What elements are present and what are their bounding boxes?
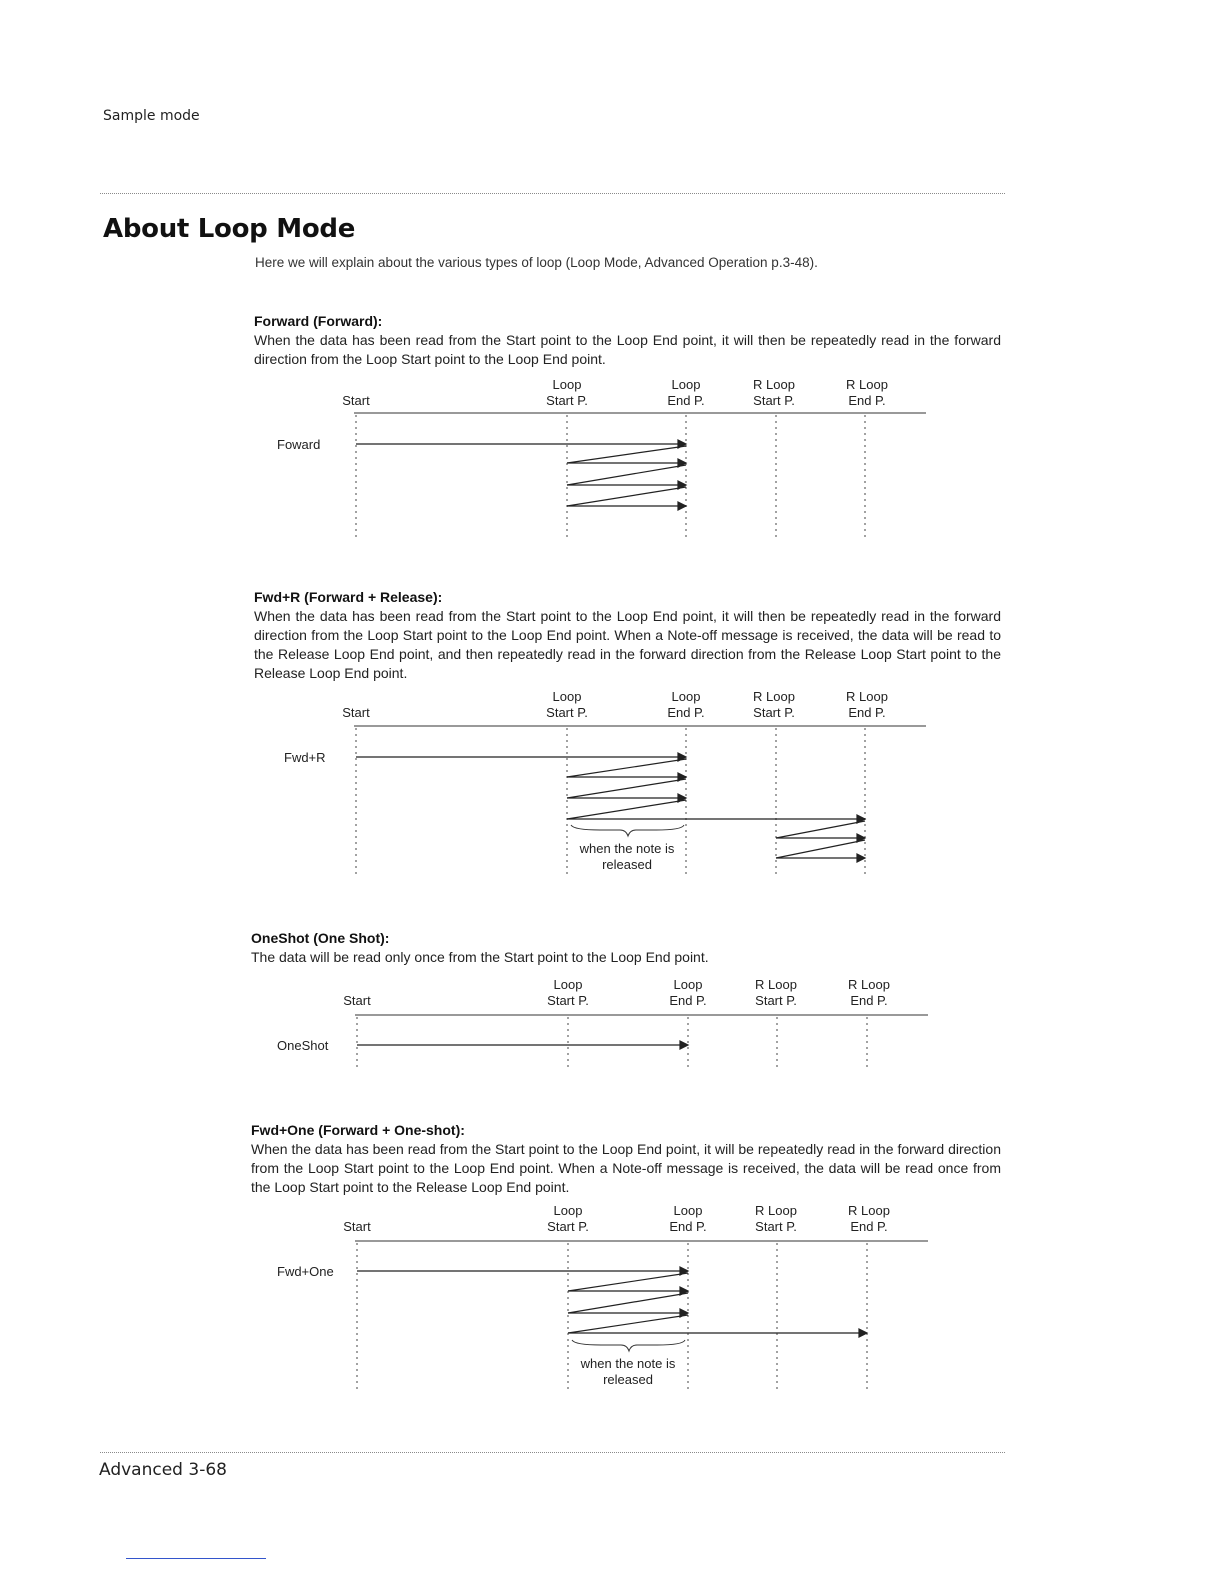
fwdone-note-1: when the note is	[580, 1356, 676, 1371]
r-loop-start-label-1: R Loop	[753, 377, 795, 392]
svg-text:Start P.: Start P.	[546, 705, 588, 720]
fwdone-note-2: released	[603, 1372, 653, 1387]
r-loop-end-label-2: End P.	[848, 393, 886, 408]
svg-text:R Loop: R Loop	[755, 977, 797, 992]
svg-text:R Loop: R Loop	[755, 1203, 797, 1218]
svg-text:Start P.: Start P.	[755, 1219, 797, 1234]
running-header: Sample mode	[103, 108, 200, 124]
svg-text:End P.: End P.	[669, 1219, 707, 1234]
svg-text:End P.: End P.	[850, 1219, 888, 1234]
fwdr-note-1: when the note is	[579, 841, 675, 856]
svg-text:Start P.: Start P.	[755, 993, 797, 1008]
svg-text:End P.: End P.	[850, 993, 888, 1008]
svg-text:Loop: Loop	[673, 977, 703, 992]
svg-text:R Loop: R Loop	[753, 689, 795, 704]
oneshot-row-label: OneShot	[277, 1038, 329, 1053]
fwdr-note-2: released	[602, 857, 652, 872]
loop-end-label-1: Loop	[671, 377, 701, 392]
svg-text:Start: Start	[343, 1219, 371, 1234]
fwdone-heading: Fwd+One (Forward + One-shot):	[251, 1122, 465, 1138]
bottom-mark	[126, 1558, 266, 1559]
forward-heading: Forward (Forward):	[254, 313, 383, 329]
svg-text:R Loop: R Loop	[848, 1203, 890, 1218]
svg-text:Start P.: Start P.	[547, 993, 589, 1008]
loop-start-label-1: Loop	[552, 377, 582, 392]
fwdr-heading: Fwd+R (Forward + Release):	[254, 589, 443, 605]
loop-end-label-2: End P.	[667, 393, 705, 408]
svg-text:Loop: Loop	[553, 1203, 583, 1218]
svg-text:Loop: Loop	[673, 1203, 703, 1218]
forward-body: When the data has been read from the Start point to the Loop End point, it will then be repeatedly read in the forward direction from the Loop Start point to the Loop End point.	[254, 332, 1001, 367]
svg-text:Start: Start	[342, 705, 370, 720]
svg-text:Start P.: Start P.	[753, 705, 795, 720]
page-title: About Loop Mode	[103, 214, 356, 244]
svg-text:R Loop: R Loop	[846, 689, 888, 704]
svg-text:Start: Start	[343, 993, 371, 1008]
bottom-rule	[100, 1452, 1005, 1453]
svg-text:Start P.: Start P.	[547, 1219, 589, 1234]
svg-text:End P.: End P.	[669, 993, 707, 1008]
svg-text:R Loop: R Loop	[848, 977, 890, 992]
oneshot-body: The data will be read only once from the Start point to the Loop End point.	[251, 949, 709, 965]
page-number: Advanced 3-68	[99, 1460, 227, 1480]
svg-text:Loop: Loop	[671, 689, 701, 704]
fwdone-release-brace	[572, 1340, 685, 1351]
fwdone-axis-labels	[343, 1203, 890, 1234]
oneshot-heading: OneShot (One Shot):	[251, 930, 390, 946]
r-loop-end-label-1: R Loop	[846, 377, 888, 392]
start-label: Start	[342, 393, 370, 408]
svg-text:End P.: End P.	[667, 705, 705, 720]
fwdr-row-label: Fwd+R	[284, 750, 326, 765]
fwdone-body: When the data has been read from the Start point to the Loop End point, it will be repeatedly read in the forward direction from the Loop Start point to the Loop End point. When a Note-off message is received, the data will be read once from the Loop Start point to the Release Loop End point.	[251, 1141, 1001, 1195]
forward-row-label: Foward	[277, 437, 321, 452]
fwdone-arrows	[357, 1267, 867, 1337]
loop-start-label-2: Start P.	[546, 393, 588, 408]
svg-text:Loop: Loop	[553, 977, 583, 992]
svg-text:Loop: Loop	[552, 689, 582, 704]
fwdone-row-label: Fwd+One	[277, 1264, 334, 1279]
svg-text:End P.: End P.	[848, 705, 886, 720]
r-loop-start-label-2: Start P.	[753, 393, 795, 408]
intro-paragraph: Here we will explain about the various types of loop (Loop Mode, Advanced Operation p.3-48).	[255, 255, 818, 270]
fwdr-body: When the data has been read from the Start point to the Loop End point, it will then be repeatedly read in the forward direction from the Loop Start point to the Loop End point. When a Note-off message is received, the data will be read to the Release Loop End point, and then repeatedly read in the forward direction from the Release Loop Start point to the Release Loop End point.	[254, 608, 1001, 681]
